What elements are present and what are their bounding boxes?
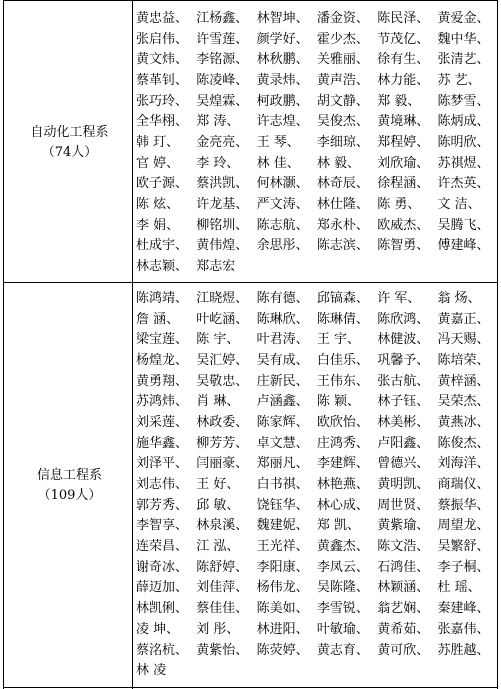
student-name: 文 洁、 xyxy=(437,197,481,213)
name-row xyxy=(136,6,498,27)
student-name: 苏胜越、 xyxy=(437,642,490,658)
student-name: 陈明欣、 xyxy=(437,134,490,150)
student-name: 黄希茹、 xyxy=(377,621,430,637)
student-name: 林泉溪、 xyxy=(196,518,249,534)
student-name: 翁 炀、 xyxy=(437,290,481,306)
student-name: 詹 涵、 xyxy=(136,311,180,327)
student-name: 周望龙、 xyxy=(437,518,490,534)
student-name: 陈 颖、 xyxy=(316,394,361,410)
student-name: 王伟东、 xyxy=(316,373,369,389)
student-name: 颜学好、 xyxy=(256,31,309,47)
student-name: 黄可欣、 xyxy=(377,642,430,658)
student-name: 巩馨予、 xyxy=(377,352,430,368)
student-name: 庄鸿秀、 xyxy=(316,435,369,451)
student-name: 金亮亮、 xyxy=(196,134,249,150)
student-name: 许龙基、 xyxy=(196,197,249,213)
student-name: 李铭源、 xyxy=(196,52,249,68)
student-name: 郑 毅、 xyxy=(377,93,421,109)
student-name: 王 好、 xyxy=(196,477,240,493)
student-name: 张古航、 xyxy=(377,373,430,389)
student-name: 刘 彤、 xyxy=(196,621,240,637)
student-name: 刘海洋、 xyxy=(437,456,490,472)
student-name: 李子桐、 xyxy=(437,559,490,575)
name-row xyxy=(136,638,498,659)
student-name: 凌 坤、 xyxy=(136,621,180,637)
name-row xyxy=(136,452,498,473)
student-name: 陈 宇、 xyxy=(196,332,240,348)
name-row xyxy=(136,172,498,193)
student-name: 吴煌霖、 xyxy=(196,93,249,109)
name-row xyxy=(136,348,498,369)
name-row xyxy=(136,109,498,130)
student-name: 卓文慧、 xyxy=(256,435,309,451)
student-name: 卢涵鑫、 xyxy=(256,394,309,410)
student-name: 欧欣怡、 xyxy=(316,414,369,430)
student-name: 苏祺煜、 xyxy=(437,155,490,171)
name-row xyxy=(136,286,498,307)
student-name: 林心成、 xyxy=(316,497,369,513)
student-name: 黄伟煌、 xyxy=(196,238,249,254)
student-name: 林进阳、 xyxy=(256,621,309,637)
student-name: 陈琳倩、 xyxy=(316,311,369,327)
student-name: 刘志伟、 xyxy=(136,477,189,493)
student-name: 冯天赐、 xyxy=(437,332,490,348)
student-name: 杜 瑶、 xyxy=(437,580,481,596)
student-name: 谢奇冰、 xyxy=(136,559,189,575)
student-name: 郑志宏 xyxy=(196,259,236,275)
student-name: 蔡革钊、 xyxy=(136,72,189,88)
student-name: 李凤云、 xyxy=(316,559,369,575)
student-name: 黄紫怡、 xyxy=(196,642,249,658)
student-name: 江晓煜、 xyxy=(196,290,249,306)
student-name: 郭芳秀、 xyxy=(136,497,189,513)
student-name: 柳铭圳、 xyxy=(196,217,249,233)
student-name: 庄新民、 xyxy=(256,373,309,389)
name-row xyxy=(136,431,498,452)
student-name: 黄嘉正、 xyxy=(437,311,490,327)
table-top-border xyxy=(3,0,498,1)
name-row xyxy=(136,47,498,68)
student-name: 叶屹涵、 xyxy=(196,311,249,327)
student-name: 严文涛、 xyxy=(256,197,309,213)
information-name-list xyxy=(136,286,498,679)
name-row xyxy=(136,234,498,255)
student-name: 薛迈加、 xyxy=(136,580,189,596)
name-row xyxy=(136,514,498,535)
student-name: 商瑞仪、 xyxy=(437,477,490,493)
student-name: 江杨鑫、 xyxy=(196,10,249,26)
student-name: 杜成宇、 xyxy=(136,238,189,254)
student-name: 许雪莲、 xyxy=(196,31,249,47)
student-name: 黄紫瑜、 xyxy=(377,518,430,534)
student-name: 欧子源、 xyxy=(136,176,189,192)
student-name: 蔡洪凯、 xyxy=(196,176,249,192)
student-name: 江 泓、 xyxy=(196,539,240,555)
student-name: 叶君涛、 xyxy=(256,332,309,348)
student-name: 陈梦雪、 xyxy=(437,93,490,109)
student-name: 刘欣瑜、 xyxy=(377,155,430,171)
student-name: 郑程婷、 xyxy=(377,134,430,150)
student-name: 林艳燕、 xyxy=(316,477,369,493)
student-name: 林政委、 xyxy=(196,414,249,430)
student-name: 李细琼、 xyxy=(316,134,369,150)
student-name: 苏鸿炜、 xyxy=(136,394,189,410)
student-name: 黄声浩、 xyxy=(316,72,369,88)
student-name: 何林灏、 xyxy=(256,176,309,192)
section-information-dept xyxy=(7,466,132,506)
student-name: 张清艺、 xyxy=(437,52,490,68)
student-name: 林 毅、 xyxy=(316,155,361,171)
student-name: 林力能、 xyxy=(377,72,430,88)
student-name: 林美彬、 xyxy=(377,414,430,430)
student-name: 陈文浩、 xyxy=(377,539,430,555)
name-row xyxy=(136,658,498,679)
name-row xyxy=(136,472,498,493)
student-name: 李 玲、 xyxy=(196,155,240,171)
student-name: 陈志航、 xyxy=(256,217,309,233)
student-name: 王 琴、 xyxy=(256,134,300,150)
student-name: 陈欣鸿、 xyxy=(377,311,430,327)
student-name: 吴繁舒、 xyxy=(437,539,490,555)
student-name: 许志煌、 xyxy=(256,114,309,130)
student-name: 张巧玲、 xyxy=(136,93,189,109)
student-name: 陈培荣、 xyxy=(437,352,490,368)
name-row xyxy=(136,534,498,555)
student-name: 陈民泽、 xyxy=(377,10,430,26)
student-name: 魏中华、 xyxy=(437,31,490,47)
student-name: 黄鑫杰、 xyxy=(316,539,369,555)
student-name: 陈凌峰、 xyxy=(196,72,249,88)
student-name: 林仕隆、 xyxy=(316,197,369,213)
student-name: 卢阳鑫、 xyxy=(377,435,430,451)
student-name: 邱镐森、 xyxy=(316,290,369,306)
student-name: 林子钰、 xyxy=(377,394,430,410)
student-name: 李建辉、 xyxy=(316,456,369,472)
name-row xyxy=(136,576,498,597)
student-name: 李阳康、 xyxy=(256,559,309,575)
student-name: 张嘉伟、 xyxy=(437,621,490,637)
student-name: 黄燕冰、 xyxy=(437,414,490,430)
name-row xyxy=(136,307,498,328)
student-name: 陈炳成、 xyxy=(437,114,490,130)
student-name: 陈有德、 xyxy=(256,290,309,306)
section-automation-dept xyxy=(7,123,132,163)
student-name: 陈家辉、 xyxy=(256,414,309,430)
student-name: 陈志滨、 xyxy=(316,238,369,254)
student-name: 林 凌 xyxy=(136,663,167,679)
student-name: 徐程涵、 xyxy=(377,176,430,192)
student-name: 王 宇、 xyxy=(316,332,361,348)
student-name: 陈美如、 xyxy=(256,601,309,617)
department-name: 自动化工程系 xyxy=(30,125,109,140)
student-name: 李 娟、 xyxy=(136,217,180,233)
student-name: 吴有成、 xyxy=(256,352,309,368)
column-divider xyxy=(132,0,133,689)
student-name: 吴汇婷、 xyxy=(196,352,249,368)
student-name: 杨伟龙、 xyxy=(256,580,309,596)
student-name: 林智坤、 xyxy=(256,10,309,26)
name-row xyxy=(136,130,498,151)
name-row xyxy=(136,213,498,234)
table-bottom-border xyxy=(3,687,498,688)
student-name: 张启伟、 xyxy=(136,31,189,47)
student-name: 吴荣杰、 xyxy=(437,394,490,410)
name-row xyxy=(136,617,498,638)
student-name: 蔡振华、 xyxy=(437,497,490,513)
student-name: 林奇辰、 xyxy=(316,176,369,192)
automation-name-list xyxy=(136,6,498,275)
student-name: 苏 艺、 xyxy=(437,72,481,88)
student-name: 柳芳芳、 xyxy=(196,435,249,451)
student-name: 许杰英、 xyxy=(437,176,490,192)
student-name: 吴俊杰、 xyxy=(316,114,369,130)
student-name: 林健波、 xyxy=(377,332,430,348)
student-name: 林志颖、 xyxy=(136,259,189,275)
student-name: 蔡佳佳、 xyxy=(196,601,249,617)
student-name: 石鸿佳、 xyxy=(377,559,430,575)
table-left-border xyxy=(3,0,4,689)
student-name: 陈荧婷、 xyxy=(256,642,309,658)
student-name: 全华栩、 xyxy=(136,114,189,130)
student-name: 饶钰华、 xyxy=(256,497,309,513)
student-name: 韩 玎、 xyxy=(136,134,180,150)
name-row xyxy=(136,410,498,431)
student-name: 邱 敏、 xyxy=(196,497,240,513)
student-name: 黄忠益、 xyxy=(136,10,189,26)
student-name: 陈琳欣、 xyxy=(256,311,309,327)
student-name: 叶敏瑜、 xyxy=(316,621,369,637)
student-name: 黄录炜、 xyxy=(256,72,309,88)
student-name: 梁宝莲、 xyxy=(136,332,189,348)
student-name: 黄文炜、 xyxy=(136,52,189,68)
student-name: 杨煌龙、 xyxy=(136,352,189,368)
student-name: 黄明凯、 xyxy=(377,477,430,493)
student-name: 刘佳萍、 xyxy=(196,580,249,596)
student-name: 许 军、 xyxy=(377,290,421,306)
student-name: 郑 涛、 xyxy=(196,114,240,130)
student-name: 刘泽平、 xyxy=(136,456,189,472)
student-name: 柯政鹏、 xyxy=(256,93,309,109)
student-name: 陈 勇、 xyxy=(377,197,421,213)
student-name: 白书祺、 xyxy=(256,477,309,493)
student-name: 欧威杰、 xyxy=(377,217,430,233)
student-name: 秦建峰、 xyxy=(437,601,490,617)
student-name: 曾德兴、 xyxy=(377,456,430,472)
student-name: 胡文静、 xyxy=(316,93,369,109)
name-row xyxy=(136,89,498,110)
name-row xyxy=(136,555,498,576)
name-row xyxy=(136,68,498,89)
student-name: 连荣昌、 xyxy=(136,539,189,555)
name-row xyxy=(136,389,498,410)
student-name: 关雅丽、 xyxy=(316,52,369,68)
student-name: 陈 炫、 xyxy=(136,197,180,213)
student-name: 郑丽凡、 xyxy=(256,456,309,472)
name-row xyxy=(136,493,498,514)
student-name: 施华鑫、 xyxy=(136,435,189,451)
student-name: 吴陈隆、 xyxy=(316,580,369,596)
student-name: 陈鸿靖、 xyxy=(136,290,189,306)
student-name: 霍少杰、 xyxy=(316,31,369,47)
student-name: 吴腾飞、 xyxy=(437,217,490,233)
name-row xyxy=(136,27,498,48)
student-name: 刘采莲、 xyxy=(136,414,189,430)
student-name: 陈舒婷、 xyxy=(196,559,249,575)
student-name: 陈智勇、 xyxy=(377,238,430,254)
student-name: 黄梓涵、 xyxy=(437,373,490,389)
student-name: 翁艺娴、 xyxy=(377,601,430,617)
department-name: 信息工程系 xyxy=(36,468,102,483)
student-name: 余思彤、 xyxy=(256,238,309,254)
student-name: 黄勇翔、 xyxy=(136,373,189,389)
student-name: 周世贤、 xyxy=(377,497,430,513)
name-row xyxy=(136,192,498,213)
student-name: 李智享、 xyxy=(136,518,189,534)
student-name: 徐有生、 xyxy=(377,52,430,68)
member-count: （109人） xyxy=(37,488,102,503)
name-row xyxy=(136,596,498,617)
student-name: 蔡洺杭、 xyxy=(136,642,189,658)
student-name: 节茂亿、 xyxy=(377,31,430,47)
student-name: 陈俊杰、 xyxy=(437,435,490,451)
member-count: （74人） xyxy=(41,145,98,160)
section-divider xyxy=(3,282,498,283)
student-name: 白佳乐、 xyxy=(316,352,369,368)
name-row xyxy=(136,254,498,275)
student-name: 郑 凯、 xyxy=(316,518,361,534)
student-name: 林凯俐、 xyxy=(136,601,189,617)
name-row xyxy=(136,151,498,172)
student-name: 黄境琳、 xyxy=(377,114,430,130)
student-name: 傅建峰、 xyxy=(437,238,490,254)
student-name: 魏建妮、 xyxy=(256,518,309,534)
student-name: 林 佳、 xyxy=(256,155,300,171)
student-name: 郑永朴、 xyxy=(316,217,369,233)
student-name: 黄爱金、 xyxy=(437,10,490,26)
student-name: 黄志育、 xyxy=(316,642,369,658)
student-name: 林秋鹏、 xyxy=(256,52,309,68)
student-name: 官 婷、 xyxy=(136,155,180,171)
name-row xyxy=(136,369,498,390)
name-row xyxy=(136,327,498,348)
student-name: 肖 琳、 xyxy=(196,394,240,410)
student-name: 李雪锐、 xyxy=(316,601,369,617)
student-name: 王光祥、 xyxy=(256,539,309,555)
student-name: 林颖涵、 xyxy=(377,580,430,596)
student-name: 吴敬忠、 xyxy=(196,373,249,389)
student-name: 潘金资、 xyxy=(316,10,369,26)
student-name: 闫丽豪、 xyxy=(196,456,249,472)
